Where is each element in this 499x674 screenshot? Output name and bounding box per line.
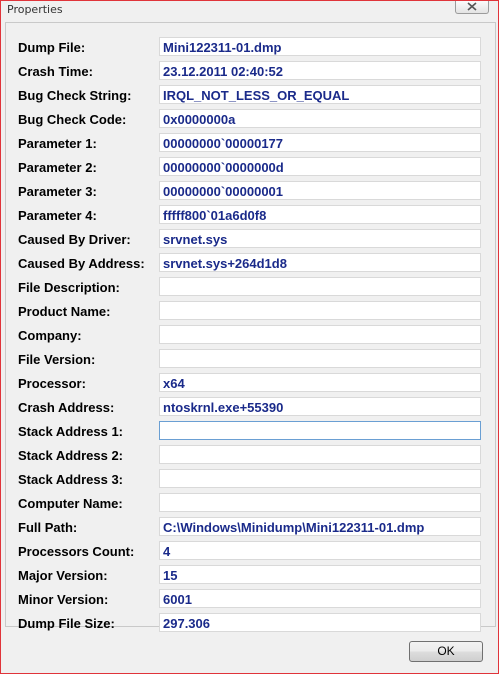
properties-panel — [5, 22, 496, 631]
property-label: Crash Address: — [18, 400, 115, 415]
property-row — [6, 181, 495, 203]
property-value-field[interactable] — [159, 349, 481, 368]
property-value-field[interactable] — [159, 277, 481, 296]
property-label: Parameter 1: — [18, 136, 97, 151]
property-value-field[interactable]: C:\Windows\Minidump\Mini122311-01.dmp — [159, 517, 481, 536]
property-value-field[interactable]: srvnet.sys — [159, 229, 481, 248]
window-title: Properties — [7, 3, 63, 16]
property-row — [6, 493, 495, 515]
property-row — [6, 61, 495, 83]
property-value-field[interactable]: 297.306 — [159, 613, 481, 632]
property-value-field[interactable]: 4 — [159, 541, 481, 560]
property-label: Caused By Address: — [18, 256, 145, 271]
property-value-field[interactable] — [159, 421, 481, 440]
property-label: Stack Address 2: — [18, 448, 124, 463]
property-row — [6, 301, 495, 323]
property-label: Stack Address 1: — [18, 424, 124, 439]
property-value-field[interactable] — [159, 325, 481, 344]
property-row — [6, 109, 495, 131]
property-label: Caused By Driver: — [18, 232, 131, 247]
property-value-field[interactable]: 15 — [159, 565, 481, 584]
property-label: Processors Count: — [18, 544, 135, 559]
property-row — [6, 133, 495, 155]
property-value-field[interactable] — [159, 445, 481, 464]
property-label: Parameter 2: — [18, 160, 97, 175]
property-label: Bug Check String: — [18, 88, 132, 103]
property-value-field[interactable]: srvnet.sys+264d1d8 — [159, 253, 481, 272]
property-row — [6, 253, 495, 275]
property-value-field[interactable]: 00000000`00000001 — [159, 181, 481, 200]
property-value-field[interactable]: 6001 — [159, 589, 481, 608]
property-value-field[interactable]: 00000000`0000000d — [159, 157, 481, 176]
property-row — [6, 277, 495, 299]
property-row — [6, 157, 495, 179]
property-row — [6, 397, 495, 419]
property-value-field[interactable] — [159, 493, 481, 512]
property-label: Full Path: — [18, 520, 78, 535]
property-row — [6, 445, 495, 467]
property-row — [6, 229, 495, 251]
property-value-field[interactable]: Mini122311-01.dmp — [159, 37, 481, 56]
ok-button[interactable]: OK — [409, 641, 483, 662]
property-row — [6, 421, 495, 443]
property-row — [6, 613, 495, 635]
property-label: Company: — [18, 328, 82, 343]
property-label: Bug Check Code: — [18, 112, 127, 127]
property-value-field[interactable]: 00000000`00000177 — [159, 133, 481, 152]
property-row — [6, 517, 495, 539]
property-label: Parameter 3: — [18, 184, 97, 199]
property-label: Parameter 4: — [18, 208, 97, 223]
property-value-field[interactable]: ntoskrnl.exe+55390 — [159, 397, 481, 416]
property-label: Dump File Size: — [18, 616, 115, 631]
title-bar — [1, 1, 498, 19]
property-label: Stack Address 3: — [18, 472, 124, 487]
property-row — [6, 565, 495, 587]
close-icon — [467, 2, 477, 11]
property-label: Product Name: — [18, 304, 111, 319]
property-label: Minor Version: — [18, 592, 109, 607]
property-label: Processor: — [18, 376, 86, 391]
property-value-field[interactable] — [159, 469, 481, 488]
property-row — [6, 541, 495, 563]
property-row — [6, 37, 495, 59]
property-row — [6, 85, 495, 107]
property-label: File Description: — [18, 280, 120, 295]
property-row — [6, 349, 495, 371]
property-label: Crash Time: — [18, 64, 93, 79]
property-value-field[interactable]: 0x0000000a — [159, 109, 481, 128]
property-row — [6, 589, 495, 611]
property-value-field[interactable]: 23.12.2011 02:40:52 — [159, 61, 481, 80]
property-label: Dump File: — [18, 40, 86, 55]
property-row — [6, 469, 495, 491]
property-label: Computer Name: — [18, 496, 123, 511]
property-value-field[interactable]: IRQL_NOT_LESS_OR_EQUAL — [159, 85, 481, 104]
property-label: Major Version: — [18, 568, 108, 583]
property-value-field[interactable]: fffff800`01a6d0f8 — [159, 205, 481, 224]
property-value-field[interactable]: x64 — [159, 373, 481, 392]
close-button[interactable] — [455, 1, 489, 14]
property-label: File Version: — [18, 352, 96, 367]
property-row — [6, 373, 495, 395]
property-value-field[interactable] — [159, 301, 481, 320]
property-row — [6, 205, 495, 227]
property-row — [6, 325, 495, 347]
